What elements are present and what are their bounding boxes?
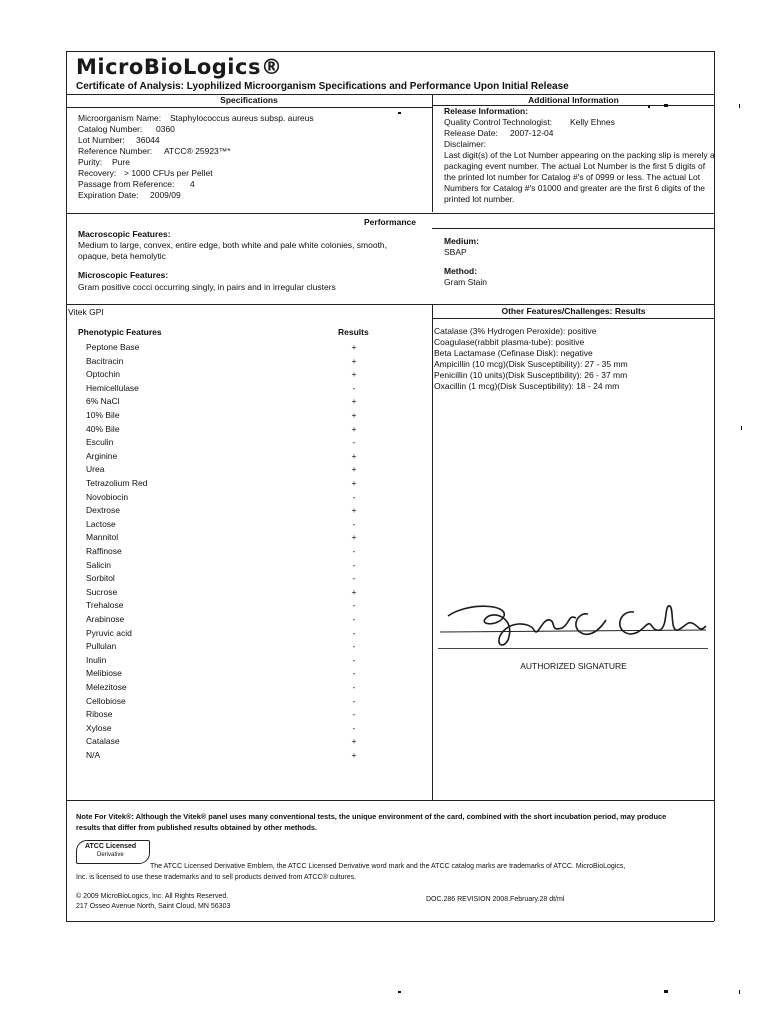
- results-heading: Results: [338, 327, 369, 337]
- phenotypic-feature-result: +: [351, 356, 357, 366]
- phenotypic-feature-name: Esculin: [86, 437, 114, 447]
- spec-value-microorganism: Staphylococcus aureus subsp. aureus: [170, 113, 314, 123]
- phenotypic-feature-result: -: [352, 709, 356, 719]
- phenotypic-feature-result: +: [351, 532, 357, 542]
- phenotypic-feature-name: Tetrazolium Red: [86, 478, 148, 488]
- emblem-text-line1: ATCC Licensed: [85, 843, 137, 850]
- phenotypic-feature-name: Urea: [86, 464, 105, 474]
- frame-top-line: [66, 51, 714, 52]
- scan-speck: [398, 991, 401, 993]
- phenotypic-feature-name: Bacitracin: [86, 356, 124, 366]
- spec-label-catalog: Catalog Number:: [78, 124, 143, 134]
- macroscopic-text-1: Medium to large, convex, entire edge, both white and pale white colonies, smooth,: [78, 240, 388, 250]
- phenotypic-feature-result: -: [352, 383, 356, 393]
- phenotypic-feature-name: Arabinose: [86, 614, 125, 624]
- phenotypic-feature-name: 6% NaCl: [86, 396, 120, 406]
- spec-label-lot: Lot Number:: [78, 135, 125, 145]
- phenotypic-feature-name: Sucrose: [86, 587, 118, 597]
- document-code: DOC.286 REVISION 2008.February.28 dt/ml: [426, 896, 565, 903]
- phenotypic-feature-name: 40% Bile: [86, 424, 120, 434]
- phenotypic-feature-result: -: [352, 682, 356, 692]
- macroscopic-label: Macroscopic Features:: [78, 229, 171, 239]
- address: 217 Osseo Avenue North, Saint Cloud, MN 56303: [76, 903, 231, 910]
- phenotypic-feature-result: -: [352, 437, 356, 447]
- spec-label-passage: Passage from Reference:: [78, 179, 175, 189]
- phenotypic-feature-name: N/A: [86, 750, 101, 760]
- scan-speck: [398, 112, 401, 114]
- performance-heading-line: [432, 228, 714, 229]
- method-label: Method:: [444, 266, 478, 276]
- brand-logo: MicroBioLogics®: [76, 55, 283, 79]
- phenotypic-feature-result: -: [352, 573, 356, 583]
- phenotypic-feature-name: Catalase: [86, 736, 120, 746]
- release-date-value: 2007-12-04: [510, 128, 554, 138]
- macroscopic-text-2: opaque, beta hemolytic: [78, 251, 166, 261]
- vitek-label: Vitek GPI: [68, 307, 104, 317]
- other-feature-row: Penicillin (10 units)(Disk Susceptibility): 26 - 37 mm: [434, 370, 628, 380]
- performance-bottom-line: [66, 304, 714, 305]
- phenotypic-feature-name: Pullulan: [86, 641, 117, 651]
- phenotypic-feature-result: -: [352, 655, 356, 665]
- spec-column-divider: [432, 94, 433, 212]
- vitek-note-line-1: Note For Vitek®: Although the Vitek® panel uses many conventional tests, the unique environment of the card, combined with the short incubation period, may produce: [76, 812, 667, 821]
- spec-value-purity: Pure: [112, 157, 130, 167]
- specifications-heading: Specifications: [220, 95, 278, 105]
- phenotypic-feature-result: -: [352, 546, 356, 556]
- phenotypic-feature-name: Raffinose: [86, 546, 122, 556]
- spec-value-recovery: > 1000 CFUs per Pellet: [124, 168, 213, 178]
- release-info-label: Release Information:: [444, 106, 529, 116]
- spec-value-catalog: 0360: [156, 124, 175, 134]
- phenotypic-feature-result: +: [351, 396, 357, 406]
- microscopic-text: Gram positive cocci occurring singly, in pairs and in irregular clusters: [78, 282, 336, 292]
- spec-value-lot: 36044: [136, 135, 160, 145]
- frame-left-line: [66, 51, 67, 921]
- spec-value-passage: 4: [190, 179, 195, 189]
- phenotypic-feature-result: +: [351, 750, 357, 760]
- emblem-text-line2: Derivative: [97, 852, 124, 858]
- phenotypic-feature-name: Mannitol: [86, 532, 119, 542]
- scan-speck: [741, 426, 742, 430]
- phenotypic-feature-result: -: [352, 519, 356, 529]
- atcc-licensed-derivative-emblem: [76, 840, 150, 864]
- scan-speck: [648, 106, 650, 108]
- phenotypic-feature-result: +: [351, 505, 357, 515]
- phenotypic-feature-result: +: [351, 478, 357, 488]
- phenotypic-feature-result: +: [351, 464, 357, 474]
- performance-heading: Performance: [364, 217, 416, 227]
- spec-label-purity: Purity:: [78, 157, 103, 167]
- microscopic-label: Microscopic Features:: [78, 270, 169, 280]
- authorized-signature-label: AUTHORIZED SIGNATURE: [520, 661, 627, 671]
- phenotypic-feature-name: Optochin: [86, 369, 121, 379]
- phenotypic-feature-name: Novobiocin: [86, 492, 129, 502]
- other-feature-row: Coagulase(rabbit plasma-tube): positive: [434, 337, 585, 347]
- scan-speck: [664, 104, 668, 107]
- spec-label-recovery: Recovery:: [78, 168, 117, 178]
- phenotypic-feature-name: Ribose: [86, 709, 113, 719]
- phenotypic-feature-result: -: [352, 696, 356, 706]
- scan-speck: [739, 990, 740, 994]
- spec-label-expiration: Expiration Date:: [78, 190, 139, 200]
- copyright: © 2009 MicroBioLogics, Inc. All Rights Reserved.: [76, 893, 229, 900]
- phenotypic-feature-name: Melibiose: [86, 668, 122, 678]
- phenotypic-feature-name: Arginine: [86, 451, 118, 461]
- phenotypic-feature-name: Sorbitol: [86, 573, 115, 583]
- document-title: Certificate of Analysis: Lyophilized Microorganism Specifications and Performance Upon Initial Release: [76, 81, 569, 92]
- phenotypic-feature-name: Pyruvic acid: [86, 628, 132, 638]
- phenotypic-features-heading: Phenotypic Features: [78, 327, 162, 337]
- phenotypic-feature-result: -: [352, 628, 356, 638]
- trademark-line-2: Inc. is licensed to use these trademarks and to sell products derived from ATCC® cultures.: [76, 874, 357, 881]
- phenotypic-feature-name: Lactose: [86, 519, 116, 529]
- phenotypic-feature-name: Hemicellulase: [86, 383, 139, 393]
- other-feature-row: Beta Lactamase (Cefinase Disk): negative: [434, 348, 593, 358]
- disclaimer-label: Disclaimer:: [444, 139, 487, 149]
- other-feature-row: Oxacillin (1 mcg)(Disk Susceptibility): 18 - 24 mm: [434, 381, 620, 391]
- other-features-heading: Other Features/Challenges: Results: [501, 306, 646, 316]
- phenotypic-feature-name: Dextrose: [86, 505, 121, 515]
- phenotypic-feature-result: -: [352, 560, 356, 570]
- disclaimer-text: Last digit(s) of the Lot Number appearing on the packing slip is merely a packaging event number. The actual Lot Number is the first 5 digits of the printed lot number for Catalog #'s of 0999 or less. The actual Lot Numbers for Catalog #'s 01000 and greater are the first 6 digits of the printed lot number.: [444, 150, 715, 204]
- phenotypic-feature-name: Melezitose: [86, 682, 127, 692]
- table-bottom-line: [66, 800, 714, 801]
- spec-label-microorganism: Microorganism Name:: [78, 113, 162, 123]
- other-feature-row: Ampicillin (10 mcg)(Disk Susceptibility): 27 - 35 mm: [434, 359, 628, 369]
- phenotypic-feature-result: +: [351, 424, 357, 434]
- phenotypic-feature-result: -: [352, 600, 356, 610]
- results-column-divider: [432, 304, 433, 800]
- phenotypic-feature-result: -: [352, 614, 356, 624]
- other-heading-line: [432, 318, 714, 319]
- spec-label-reference: Reference Number:: [78, 146, 153, 156]
- phenotypic-feature-name: Cellobiose: [86, 696, 126, 706]
- phenotypic-feature-name: Xylose: [86, 723, 112, 733]
- spec-section-bottom-line: [66, 213, 714, 214]
- phenotypic-feature-result: -: [352, 668, 356, 678]
- spec-value-expiration: 2009/09: [150, 190, 181, 200]
- spec-value-reference: ATCC® 25923™*: [164, 146, 231, 156]
- phenotypic-feature-result: -: [352, 723, 356, 733]
- scan-speck: [739, 104, 740, 108]
- qc-technologist-value: Kelly Ehnes: [570, 117, 615, 127]
- spec-heading-line: [66, 107, 432, 108]
- vitek-note-line-2: results that differ from published results obtained by other methods.: [76, 823, 318, 832]
- method-value: Gram Stain: [444, 277, 487, 287]
- phenotypic-feature-name: 10% Bile: [86, 410, 120, 420]
- signature-line: [438, 648, 708, 649]
- phenotypic-feature-name: Salicin: [86, 560, 112, 570]
- scan-speck: [664, 990, 668, 993]
- additional-info-heading: Additional Information: [528, 95, 619, 105]
- phenotypic-feature-name: Trehalose: [86, 600, 124, 610]
- phenotypic-feature-result: -: [352, 492, 356, 502]
- phenotypic-feature-result: +: [351, 369, 357, 379]
- phenotypic-feature-result: +: [351, 451, 357, 461]
- phenotypic-feature-result: +: [351, 587, 357, 597]
- qc-technologist-label: Quality Control Technologist:: [444, 117, 553, 127]
- phenotypic-feature-result: +: [351, 342, 357, 352]
- phenotypic-feature-name: Peptone Base: [86, 342, 140, 352]
- handwritten-signature: [438, 596, 710, 652]
- phenotypic-feature-result: +: [351, 410, 357, 420]
- phenotypic-feature-result: -: [352, 641, 356, 651]
- medium-label: Medium:: [444, 236, 479, 246]
- frame-bottom-line: [66, 921, 714, 922]
- phenotypic-feature-name: Inulin: [86, 655, 107, 665]
- other-feature-row: Catalase (3% Hydrogen Peroxide): positive: [434, 326, 597, 336]
- medium-value: SBAP: [444, 247, 467, 257]
- phenotypic-feature-result: +: [351, 736, 357, 746]
- release-date-label: Release Date:: [444, 128, 498, 138]
- trademark-line-1: The ATCC Licensed Derivative Emblem, the ATCC Licensed Derivative word mark and the ATCC catalog marks are trademarks of ATCC. MicroBioLogics,: [150, 863, 626, 870]
